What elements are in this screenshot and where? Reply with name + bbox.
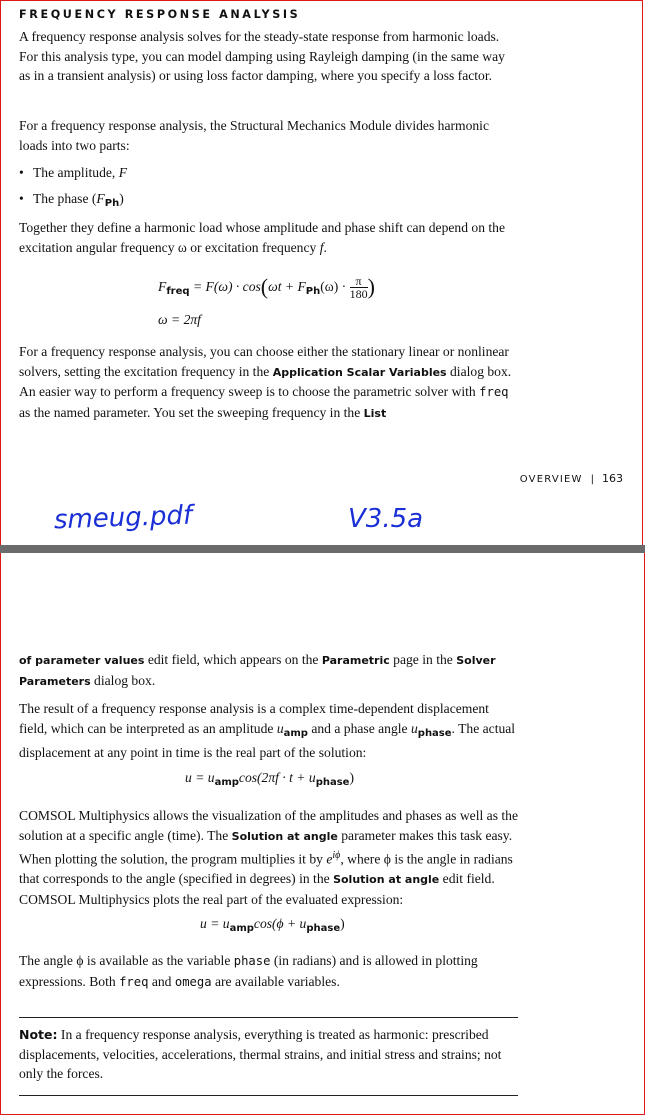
note-top-rule xyxy=(19,1017,518,1018)
equation-displacement: $u = u_{amp}\cos(2\pi f \cdot t + u_{phase})$ xyxy=(185,770,354,788)
equation-angle: $u = u_{amp}\cos(\phi + u_{phase})$ xyxy=(200,916,345,934)
note-box xyxy=(19,1025,517,1084)
note-label: Note: xyxy=(19,1027,58,1042)
equation-f-freq: $F_{freq} = F(\omega) \cdot \cos(\omega t + F_{Ph}(\omega)$ · $\frac{\pi}{180}$ ) xyxy=(158,274,375,302)
handwritten-annotation-filename xyxy=(50,497,265,545)
paragraph-harmonic-loads: For a frequency response analysis, the Structural Mechanics Module divides harmonic loads into two parts: xyxy=(19,118,489,153)
equation-omega: ω = 2πf xyxy=(158,312,201,327)
paragraph-together: Together they define a harmonic load whose amplitude and phase shift can depend on the excitation angular frequency ω or excitation frequency f. xyxy=(19,220,505,255)
paragraph-intro: A frequency response analysis solves for the steady-state response from harmonic loads. For this analysis type, you can model damping using Rayleigh damping (in the same way as in a transient analysis) or using loss factor damping, where you specify a loss factor. xyxy=(19,29,505,84)
page-footer: OVERVIEW | 163 xyxy=(519,472,623,485)
section-heading: FREQUENCY RESPONSE ANALYSIS xyxy=(19,8,301,21)
fraction-pi-180: $\frac{\pi}{180}$ xyxy=(349,274,368,302)
note-text: In a frequency response analysis, everything is treated as harmonic: prescribed displacements, velocities, accelerations, thermal strains, and initial stress and strains; not only the forces. xyxy=(19,1027,502,1082)
bullet-amplitude: • The amplitude, F xyxy=(19,165,128,180)
svg-text:smeug.pdf: smeug.pdf xyxy=(53,500,193,536)
paragraph-visualization: COMSOL Multiphysics allows the visualization of the amplitudes and phases as well as the solution at a specific angle (time). The Solution at angle parameter makes this task easy. When plotting the solution, the program multiplies it by $e^{i\phi}$, where ϕ is the angle in radians that corresponds to the angle (specified in degrees) in the Solution at angle edit field. COMSOL Multiphysics plots the real part of the evaluated expression: xyxy=(19,808,518,907)
bullet-phase: • The phase $(F_{Ph})$ xyxy=(19,191,124,209)
bullet-dot: • xyxy=(19,165,24,180)
paragraph-result: The result of a frequency response analysis is a complex time-dependent displacement field, which can be interpreted as an amplitude $u_{amp}$ and a phase angle $u_{phase}$. The actual displacement at any point in time is the real part of the solution: xyxy=(19,701,516,761)
svg-text:V3.5a: V3.5a xyxy=(348,504,424,534)
page-number: 163 xyxy=(602,472,623,485)
page-separator xyxy=(0,545,645,553)
footer-label: OVERVIEW xyxy=(519,474,583,485)
paragraph-parameter-values: of parameter values edit field, which appears on the Parametric page in the Solver Parameters dialog box. xyxy=(19,652,496,688)
paragraph-angle-variable: The angle ϕ is available as the variable phase (in radians) and is allowed in plotting expressions. Both freq and omega are available variables. xyxy=(19,953,478,989)
paragraph-solvers: For a frequency response analysis, you can choose either the stationary linear or nonlinear solvers, setting the excitation frequency in the Application Scalar Variables dialog box. An easier way to perform a frequency sweep is to choose the parametric solver with freq as the named parameter. You set the sweeping frequency in the List xyxy=(19,344,512,420)
handwritten-annotation-version xyxy=(346,497,461,545)
note-bottom-rule xyxy=(19,1095,518,1096)
bullet-dot: • xyxy=(19,191,24,206)
